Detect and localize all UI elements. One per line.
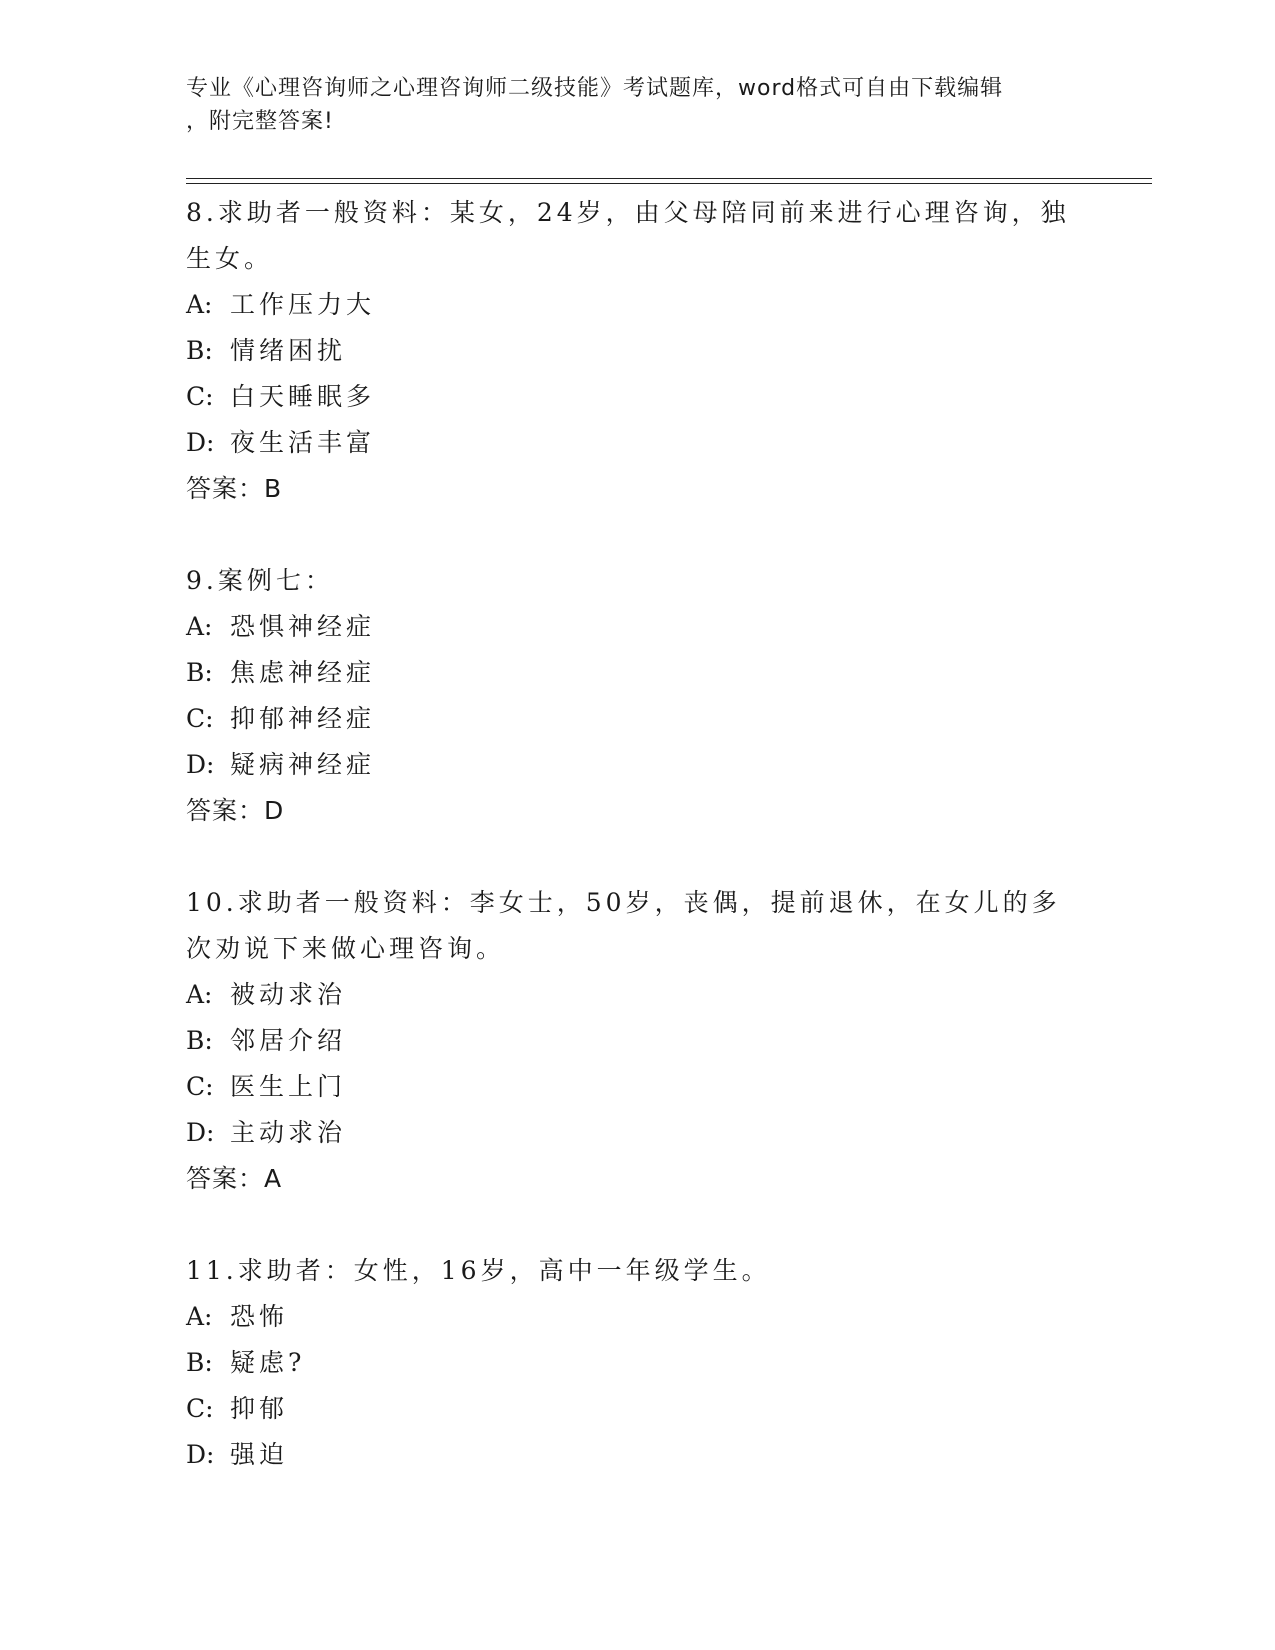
option-letter: B: — [186, 1348, 213, 1377]
question-text: 8.求助者一般资料：某女，24岁，由父母陪同前来进行心理咨询，独生女。 — [186, 198, 1070, 273]
option-c — [186, 1064, 1086, 1110]
option-a — [186, 604, 1086, 650]
header-line-1: 专业《心理咨询师之心理咨询师二级技能》考试题库，word格式可自由下载编辑 — [186, 76, 1004, 101]
option-c — [186, 1386, 1086, 1432]
option-letter: C: — [186, 382, 214, 411]
option-b — [186, 1018, 1086, 1064]
option-text: 疑病神经症 — [230, 750, 376, 779]
option-d — [186, 1110, 1086, 1156]
option-a — [186, 972, 1086, 1018]
option-letter: D: — [186, 1440, 215, 1469]
header-line-2: ，附完整答案! — [186, 109, 334, 134]
option-text: 强迫 — [230, 1440, 289, 1469]
option-letter: A: — [186, 1302, 213, 1331]
question-11 — [186, 1248, 1086, 1478]
question-10 — [186, 880, 1086, 1202]
header-divider-bottom — [186, 183, 1152, 184]
option-b — [186, 650, 1086, 696]
option-text: 工作压力大 — [230, 290, 376, 319]
answer-line: 答案：A — [186, 1164, 283, 1193]
option-letter: A: — [186, 612, 213, 641]
option-letter: D: — [186, 1118, 215, 1147]
option-letter: B: — [186, 1026, 213, 1055]
option-text: 抑郁 — [230, 1394, 289, 1423]
question-list — [186, 190, 1086, 1524]
option-letter: A: — [186, 980, 213, 1009]
option-d — [186, 420, 1086, 466]
option-text: 恐惧神经症 — [230, 612, 376, 641]
option-text: 邻居介绍 — [230, 1026, 347, 1055]
option-b — [186, 1340, 1086, 1386]
question-text: 11.求助者：女性，16岁，高中一年级学生。 — [186, 1256, 771, 1285]
header-divider-top — [186, 178, 1152, 179]
option-letter: A: — [186, 290, 213, 319]
option-a — [186, 1294, 1086, 1340]
document-header — [186, 72, 1066, 138]
option-text: 焦虑神经症 — [230, 658, 376, 687]
answer-line: 答案：D — [186, 796, 285, 825]
option-text: 恐怖 — [230, 1302, 289, 1331]
option-letter: B: — [186, 658, 213, 687]
option-letter: D: — [186, 750, 215, 779]
question-8 — [186, 190, 1086, 512]
option-letter: D: — [186, 428, 215, 457]
option-letter: C: — [186, 1072, 214, 1101]
option-c — [186, 696, 1086, 742]
option-text: 医生上门 — [230, 1072, 347, 1101]
option-text: 疑虑? — [230, 1348, 306, 1377]
option-text: 夜生活丰富 — [230, 428, 376, 457]
option-letter: C: — [186, 704, 214, 733]
answer-line: 答案：B — [186, 474, 283, 503]
option-a — [186, 282, 1086, 328]
question-text: 9.案例七： — [186, 566, 334, 595]
option-text: 情绪困扰 — [230, 336, 347, 365]
option-text: 白天睡眠多 — [230, 382, 376, 411]
option-letter: B: — [186, 336, 213, 365]
option-letter: C: — [186, 1394, 214, 1423]
question-text: 10.求助者一般资料：李女士，50岁，丧偶，提前退休，在女儿的多次劝说下来做心理咨询。 — [186, 888, 1061, 963]
option-text: 主动求治 — [230, 1118, 347, 1147]
option-c — [186, 374, 1086, 420]
option-text: 被动求治 — [230, 980, 347, 1009]
option-text: 抑郁神经症 — [230, 704, 376, 733]
option-d — [186, 742, 1086, 788]
question-9 — [186, 558, 1086, 834]
option-d — [186, 1432, 1086, 1478]
option-b — [186, 328, 1086, 374]
